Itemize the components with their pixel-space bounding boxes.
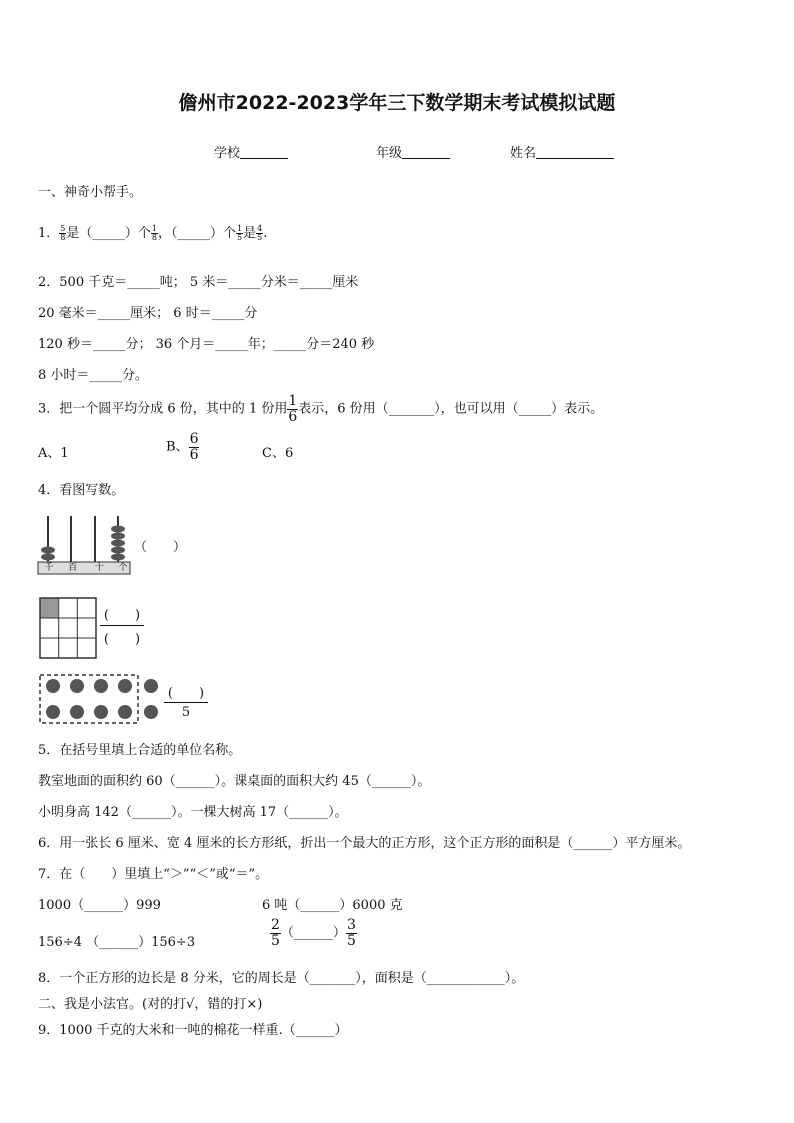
question-7-b: 6 吨（______）6000 克 xyxy=(262,898,403,913)
question-2-line-4: 8 小时＝_____分。 xyxy=(38,368,148,383)
abacus-labels: 千 百 十 个 xyxy=(44,563,128,573)
dots-fraction-bar xyxy=(164,702,208,703)
grade-label: 年级 xyxy=(376,146,403,161)
question-3-option-b[interactable]: B、 $\frac{6}{6}$ xyxy=(166,431,199,463)
section-2-heading: 二、我是小法官。(对的打√，错的打×) xyxy=(38,997,263,1012)
question-5-line-2: 小明身高 142（______）。一棵大树高 17（______）。 xyxy=(38,805,348,820)
dots-denominator: 5 xyxy=(181,705,191,720)
abacus-answer[interactable]: （ ） xyxy=(134,540,187,555)
question-2-line-1: 2．500 千克＝_____吨； 5 米＝_____分米＝_____厘米 xyxy=(38,275,359,290)
page-title: 儋州市2022-2023学年三下数学期末考试模拟试题 xyxy=(178,92,616,114)
question-3-option-c[interactable]: C、6 xyxy=(262,446,294,461)
question-7: 7．在（ ）里填上“＞”“＜”或“＝”。 xyxy=(38,867,269,882)
question-2-line-2: 20 毫米＝_____厘米； 6 时＝_____分 xyxy=(38,306,258,321)
school-label: 学校 xyxy=(214,146,241,161)
name-label: 姓名 xyxy=(510,146,537,161)
school-field[interactable] xyxy=(214,142,288,161)
question-8: 8．一个正方形的边长是 8 分米，它的周长是（_______），面积是（____________）。 xyxy=(38,971,525,986)
grade-field[interactable] xyxy=(376,142,450,161)
section-1-heading: 一、神奇小帮手。 xyxy=(38,185,143,200)
question-9: 9．1000 千克的大米和一吨的棉花一样重.（______） xyxy=(38,1023,348,1038)
question-7-c: 156÷4 （______）156÷3 xyxy=(38,935,196,950)
grid-answer-numerator[interactable]: ( ) xyxy=(103,608,141,623)
question-6: 6．用一张长 6 厘米、宽 4 厘米的长方形纸，折出一个最大的正方形，这个正方形的面积是（______）平方厘米。 xyxy=(38,836,691,851)
dots-figure xyxy=(38,673,162,725)
question-3-option-a[interactable]: A、1 xyxy=(38,446,69,461)
dots-answer-numerator[interactable]: ( ) xyxy=(167,686,205,701)
question-5-line-1: 教室地面的面积约 60（______）。课桌面的面积大约 45（______）。 xyxy=(38,774,431,789)
question-2-line-3: 120 秒＝_____分； 36 个月＝_____年；_____分＝240 秒 xyxy=(38,337,375,352)
question-7-a: 1000（______）999 xyxy=(38,898,161,913)
name-field[interactable] xyxy=(510,142,614,161)
grid-answer-denominator[interactable]: ( ) xyxy=(103,632,141,647)
question-3: 3．把一个圆平均分成 6 份，其中的 1 份用 $\frac{1}{6}$ 表示，6 份用（_______），也可以用（_____）表示。 xyxy=(38,393,604,425)
question-7-d: $\frac{2}{5}$ （______） $\frac{3}{5}$ xyxy=(271,917,356,949)
grid-fraction-bar xyxy=(100,625,144,626)
grid-figure xyxy=(40,598,96,658)
question-4: 4．看图写数。 xyxy=(38,483,125,498)
question-5: 5．在括号里填上合适的单位名称。 xyxy=(38,743,242,758)
question-1: 1． $\frac{5}{8}$ 是（_____）个 $\frac{1}{8}$ ，（_____）个 $\frac{1}{5}$ 是 $\frac{4}{5}$ . xyxy=(38,223,268,242)
